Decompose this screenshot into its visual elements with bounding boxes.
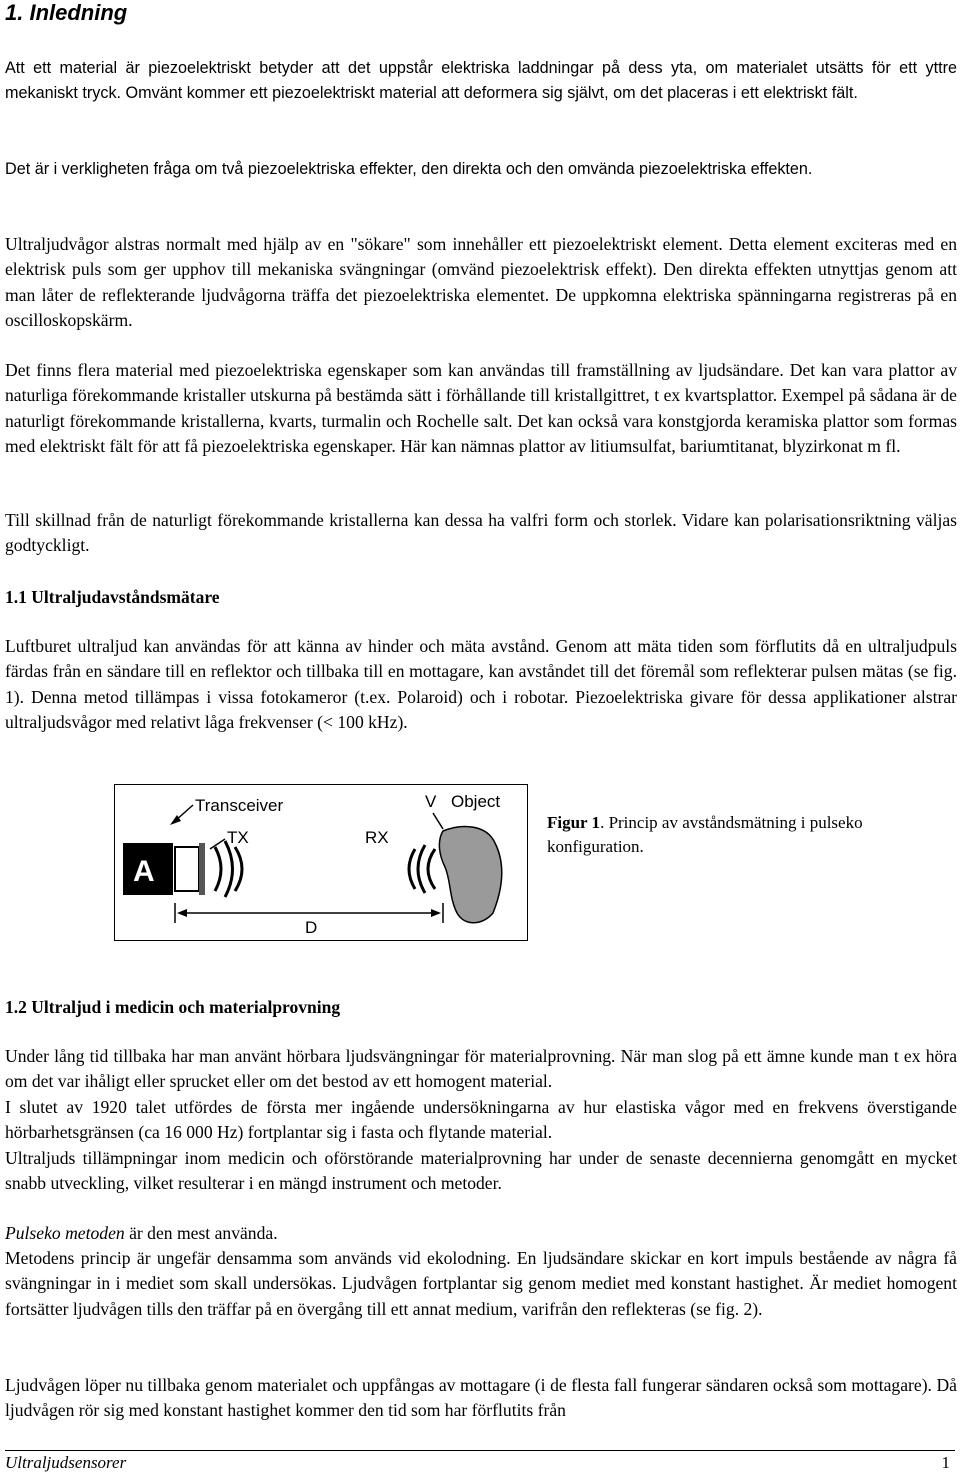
sensor-block: [175, 847, 199, 891]
pulseko-line: [5, 1221, 957, 1246]
label-d: D: [305, 918, 318, 937]
object-shape: [439, 827, 501, 923]
section-1-2-para-2: I slutet av 1920 talet utfördes de första mer ingående undersökningarna av hur elastiska vågor med en frekvens överstigande hörbarhetsgränsen (ca 16 000 Hz) fortplantar sig i fasta och flytande material.: [5, 1097, 957, 1143]
label-object: Object: [451, 792, 501, 811]
section-1-2-para-4: Metodens princip är ungefär densamma som används vid ekolodning. En ljudsändare skickar en kort impuls bestående av några få svängningar in i mediet som skall undersökas. Ljudvågen fortplantar sig genom mediet med konstant hastighet. Är mediet homogent fortsätter ljudvågen tills den träffar på en övergång till ett annat medium, varifrån den reflekteras (se fig. 2).: [5, 1248, 957, 1319]
label-transceiver: Transceiver: [195, 796, 284, 815]
section-1-2-para-1: Under lång tid tillbaka har man använt hörbara ljudsvängningar för materialprovning. När man slog på ett ämne kunde man t ex höra om det var ihåligt eller sprucket eller om det bestod av ett homogent material.: [5, 1046, 957, 1092]
section-1-1-title: 1.1 Ultraljudavståndsmätare: [5, 587, 220, 607]
caption-text: . Princip av avståndsmätning i pulseko konfiguration.: [547, 813, 863, 856]
pulseko-italic: Pulseko metoden: [5, 1223, 125, 1243]
section-1-2-title: 1.2 Ultraljud i medicin och materialprovning: [5, 997, 341, 1017]
section-1-2-para-3: Ultraljuds tillämpningar inom medicin och oförstörande materialprovning har under de senaste decennierna genomgått en mycket snabb utveckling, vilket resulterar i en mängd instrument och metoder.: [5, 1148, 957, 1194]
intro-paragraph-1: Att ett material är piezoelektriskt betyder att det uppstår elektriska laddningar på dess yta, om materialet utsätts för ett yttre mekaniskt tryck. Omvänt kommer ett piezoelektriskt material att deformera sig självt, om det placeras i ett elektriskt fält.: [5, 59, 957, 102]
section-1-2-para-5: Ljudvågen löper nu tillbaka genom materialet och uppfångas av mottagare (i de flesta fall fungerar sändaren också som mottagare). Då ljudvågen rör sig med konstant hastighet kommer den tid som har förflutits från: [5, 1375, 957, 1421]
footer-title: Ultraljudsensorer: [5, 1453, 127, 1472]
page-number: 1: [941, 1453, 950, 1472]
body-paragraph-4: Det finns flera material med piezoelektriska egenskaper som kan användas till framställning av ljudsändare. Det kan vara plattor av naturliga förekommande kristaller utskurna på bestämda sätt i förhållande till kristallgittret, t ex kvartsplattor. Exempel på sådana är de naturligt förekommande kristallerna, kvarts, turmalin och Rochelle salt. Det kan också vara konstgjorda keramiska plattor som formas med elektriskt fält för att få piezoelektriska egenskaper. Här kan nämnas plattor av litiumsulfat, bariumtitanat, blyzirkonat m fl.: [5, 360, 957, 457]
section-1-1-paragraph: Luftburet ultraljud kan användas för att känna av hinder och mäta avstånd. Genom att mäta tiden som förflutits då en ultraljudpuls färdas från en sändare till en reflektor och tillbaka till en mottagare, kan avståndet till det föremål som reflekterar pulsen mätas (se fig. 1). Denna metod tillämpas i vissa fotokameror (t.ex. Polaroid) och i robotar. Piezoelektriska givare för dessa applikationer alstrar ultraljudsvågor med relativt låga frekvenser (< 100 kHz).: [5, 636, 957, 733]
body-paragraph-3: Ultraljudvågor alstras normalt med hjälp av en "sökare" som innehåller ett piezoelektriskt element. Detta element exciteras med en elektrisk puls som ger upphov till mekaniska svängningar (omvänd piezoelektrisk effekt). Den direkta effekten utnyttjas genom att man låter de reflekterande ljudvågorna träffa det piezoelektriska elementet. De uppkomna elektriska spänningarna registreras på en oscilloskopskärm.: [5, 234, 957, 331]
footer-rule: [5, 1450, 955, 1451]
body-paragraph-5: Till skillnad från de naturligt förekommande kristallerna kan dessa ha valfri form och storlek. Vidare kan polarisationsriktning väljas godtyckligt.: [5, 510, 957, 556]
label-v: V: [425, 792, 437, 811]
figure-1-caption: [547, 811, 867, 859]
page-heading: 1. Inledning: [5, 0, 128, 25]
label-tx: TX: [227, 828, 249, 847]
sensor-face: [199, 843, 205, 895]
caption-bold: Figur 1: [547, 813, 601, 832]
label-a: A: [133, 855, 155, 888]
label-rx: RX: [365, 828, 389, 847]
intro-paragraph-2: Det är i verkligheten fråga om två piezoelektriska effekter, den direkta och den omvända piezoelektriska effekten.: [5, 160, 813, 178]
pulseko-rest: är den mest använda.: [124, 1223, 278, 1243]
figure-1-diagram: [114, 784, 528, 941]
